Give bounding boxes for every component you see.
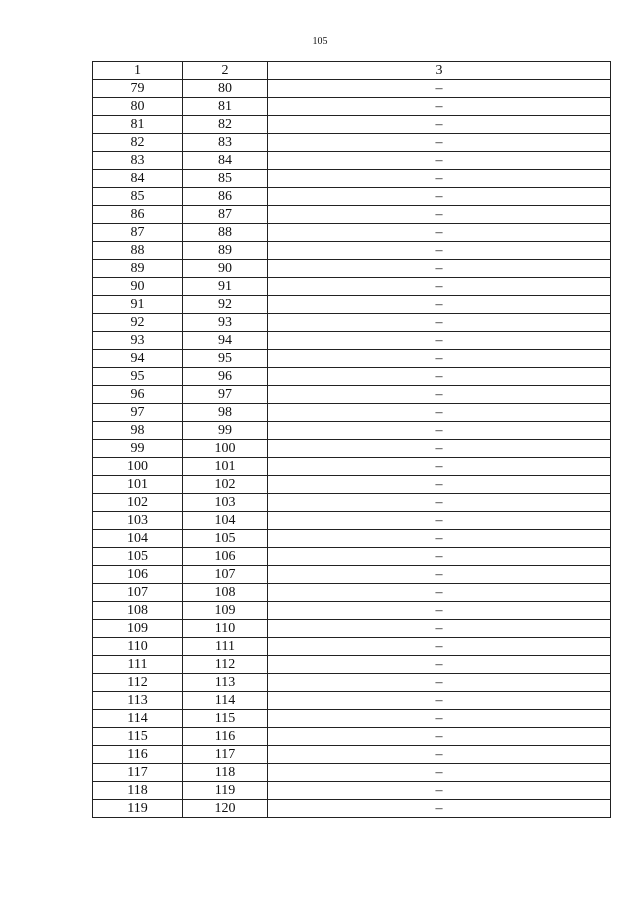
- table-cell-col-3: –: [268, 494, 611, 512]
- table-row: [93, 404, 611, 422]
- table-cell-col-1: 105: [93, 548, 183, 566]
- table-row: [93, 440, 611, 458]
- table-cell-col-1: 85: [93, 188, 183, 206]
- table-cell-col-3: –: [268, 746, 611, 764]
- table-cell-col-3: –: [268, 296, 611, 314]
- table-row: [93, 188, 611, 206]
- table-cell-col-3: –: [268, 80, 611, 98]
- table-cell-col-2: 114: [183, 692, 268, 710]
- table-cell-col-3: –: [268, 458, 611, 476]
- table-cell-col-1: 113: [93, 692, 183, 710]
- table-row: [93, 692, 611, 710]
- table-row: [93, 458, 611, 476]
- table-cell-col-3: –: [268, 350, 611, 368]
- table-cell-col-1: 107: [93, 584, 183, 602]
- table-cell-col-2: 91: [183, 278, 268, 296]
- table-cell-col-1: 104: [93, 530, 183, 548]
- table-row: [93, 242, 611, 260]
- table-cell-col-2: 84: [183, 152, 268, 170]
- table-cell-col-1: 106: [93, 566, 183, 584]
- table-row: [93, 476, 611, 494]
- table-cell-col-3: –: [268, 476, 611, 494]
- table-row: [93, 782, 611, 800]
- table-row: [93, 656, 611, 674]
- table-cell-col-3: –: [268, 692, 611, 710]
- table-cell-col-2: 99: [183, 422, 268, 440]
- table-row: [93, 350, 611, 368]
- table-cell-col-3: –: [268, 98, 611, 116]
- table-cell-col-2: 103: [183, 494, 268, 512]
- table-cell-col-3: –: [268, 800, 611, 818]
- table-cell-col-2: 106: [183, 548, 268, 566]
- table-cell-col-1: 111: [93, 656, 183, 674]
- table-cell-col-2: 82: [183, 116, 268, 134]
- table-cell-col-3: –: [268, 152, 611, 170]
- table-cell-col-2: 111: [183, 638, 268, 656]
- table-cell-col-3: –: [268, 332, 611, 350]
- table-cell-col-2: 119: [183, 782, 268, 800]
- table-row: [93, 728, 611, 746]
- table-cell-col-3: –: [268, 602, 611, 620]
- table-cell-col-2: 86: [183, 188, 268, 206]
- table-cell-col-1: 94: [93, 350, 183, 368]
- header-row: [93, 62, 611, 80]
- table-cell-col-1: 84: [93, 170, 183, 188]
- table-cell-col-1: 90: [93, 278, 183, 296]
- table-row: [93, 584, 611, 602]
- table-cell-col-2: 104: [183, 512, 268, 530]
- table-cell-col-1: 112: [93, 674, 183, 692]
- table-row: [93, 512, 611, 530]
- table-cell-col-3: –: [268, 242, 611, 260]
- table-cell-col-1: 80: [93, 98, 183, 116]
- table-row: [93, 764, 611, 782]
- table-cell-col-1: 109: [93, 620, 183, 638]
- table-cell-col-1: 119: [93, 800, 183, 818]
- table-cell-col-1: 87: [93, 224, 183, 242]
- table-row: [93, 710, 611, 728]
- table-cell-col-1: 100: [93, 458, 183, 476]
- table-cell-col-3: –: [268, 134, 611, 152]
- table-cell-col-2: 83: [183, 134, 268, 152]
- table-cell-col-3: –: [268, 260, 611, 278]
- table-cell-col-2: 108: [183, 584, 268, 602]
- table-cell-col-1: 110: [93, 638, 183, 656]
- table-row: [93, 638, 611, 656]
- table-cell-col-3: –: [268, 278, 611, 296]
- data-table: [92, 61, 611, 818]
- table-cell-col-3: –: [268, 170, 611, 188]
- table-cell-col-1: 116: [93, 746, 183, 764]
- table-row: [93, 80, 611, 98]
- table-row: [93, 278, 611, 296]
- table-cell-col-1: 91: [93, 296, 183, 314]
- table-cell-col-3: –: [268, 656, 611, 674]
- table-cell-col-2: 117: [183, 746, 268, 764]
- table-row: [93, 170, 611, 188]
- table-cell-col-3: –: [268, 674, 611, 692]
- table-cell-col-3: –: [268, 368, 611, 386]
- table-cell-col-1: 82: [93, 134, 183, 152]
- table-cell-col-1: 95: [93, 368, 183, 386]
- page-number: 105: [312, 36, 328, 47]
- table-cell-col-3: –: [268, 440, 611, 458]
- table-cell-col-3: –: [268, 206, 611, 224]
- table-cell-col-3: –: [268, 188, 611, 206]
- table-cell-col-1: 83: [93, 152, 183, 170]
- table-row: [93, 494, 611, 512]
- table-row: [93, 368, 611, 386]
- table-cell-col-3: –: [268, 404, 611, 422]
- table-cell-col-2: 89: [183, 242, 268, 260]
- table-row: [93, 152, 611, 170]
- table-cell-col-2: 85: [183, 170, 268, 188]
- table-cell-col-2: 120: [183, 800, 268, 818]
- table-row: [93, 206, 611, 224]
- table-row: [93, 224, 611, 242]
- table-cell-col-3: –: [268, 584, 611, 602]
- table-cell-col-2: 93: [183, 314, 268, 332]
- table-cell-col-1: 88: [93, 242, 183, 260]
- table-cell-col-2: 112: [183, 656, 268, 674]
- table-cell-col-3: –: [268, 764, 611, 782]
- table-cell-col-1: 98: [93, 422, 183, 440]
- table-row: [93, 116, 611, 134]
- table-cell-col-2: 105: [183, 530, 268, 548]
- table-row: [93, 134, 611, 152]
- column-header-3: 3: [268, 62, 611, 80]
- table-cell-col-3: –: [268, 314, 611, 332]
- table-cell-col-3: –: [268, 512, 611, 530]
- table-cell-col-1: 93: [93, 332, 183, 350]
- table-cell-col-2: 81: [183, 98, 268, 116]
- table-cell-col-2: 115: [183, 710, 268, 728]
- table-row: [93, 332, 611, 350]
- table-cell-col-3: –: [268, 728, 611, 746]
- table-cell-col-1: 79: [93, 80, 183, 98]
- table-cell-col-2: 100: [183, 440, 268, 458]
- table-row: [93, 98, 611, 116]
- table-row: [93, 800, 611, 818]
- table-cell-col-2: 116: [183, 728, 268, 746]
- table-cell-col-1: 118: [93, 782, 183, 800]
- table-cell-col-2: 80: [183, 80, 268, 98]
- table-cell-col-1: 96: [93, 386, 183, 404]
- table-row: [93, 620, 611, 638]
- table-cell-col-2: 95: [183, 350, 268, 368]
- table-cell-col-2: 90: [183, 260, 268, 278]
- table-row: [93, 530, 611, 548]
- table-cell-col-2: 87: [183, 206, 268, 224]
- table-body: [93, 80, 611, 818]
- table-cell-col-1: 114: [93, 710, 183, 728]
- table-cell-col-3: –: [268, 548, 611, 566]
- table-cell-col-2: 118: [183, 764, 268, 782]
- table-cell-col-1: 115: [93, 728, 183, 746]
- table-row: [93, 746, 611, 764]
- table-header: [93, 62, 611, 80]
- table-row: [93, 602, 611, 620]
- table-cell-col-2: 97: [183, 386, 268, 404]
- table-cell-col-1: 86: [93, 206, 183, 224]
- table-cell-col-3: –: [268, 638, 611, 656]
- table-cell-col-1: 108: [93, 602, 183, 620]
- table-cell-col-1: 97: [93, 404, 183, 422]
- table-row: [93, 386, 611, 404]
- table-cell-col-2: 98: [183, 404, 268, 422]
- table-cell-col-1: 103: [93, 512, 183, 530]
- table-cell-col-2: 107: [183, 566, 268, 584]
- table-row: [93, 674, 611, 692]
- table-cell-col-2: 102: [183, 476, 268, 494]
- table-cell-col-3: –: [268, 386, 611, 404]
- table-cell-col-3: –: [268, 566, 611, 584]
- table-cell-col-3: –: [268, 224, 611, 242]
- table-cell-col-3: –: [268, 620, 611, 638]
- table-cell-col-3: –: [268, 710, 611, 728]
- table-cell-col-1: 102: [93, 494, 183, 512]
- table-cell-col-1: 92: [93, 314, 183, 332]
- table-cell-col-2: 101: [183, 458, 268, 476]
- table-cell-col-2: 94: [183, 332, 268, 350]
- table-row: [93, 548, 611, 566]
- column-header-1: 1: [93, 62, 183, 80]
- table-cell-col-2: 113: [183, 674, 268, 692]
- table-cell-col-1: 117: [93, 764, 183, 782]
- table-cell-col-3: –: [268, 116, 611, 134]
- table-row: [93, 422, 611, 440]
- table-cell-col-3: –: [268, 782, 611, 800]
- column-header-2: 2: [183, 62, 268, 80]
- table-row: [93, 314, 611, 332]
- table-cell-col-2: 110: [183, 620, 268, 638]
- table-cell-col-2: 92: [183, 296, 268, 314]
- table-cell-col-1: 99: [93, 440, 183, 458]
- table-cell-col-1: 101: [93, 476, 183, 494]
- table-cell-col-2: 96: [183, 368, 268, 386]
- table-row: [93, 260, 611, 278]
- table-cell-col-2: 88: [183, 224, 268, 242]
- table-cell-col-3: –: [268, 422, 611, 440]
- table-cell-col-3: –: [268, 530, 611, 548]
- table-cell-col-2: 109: [183, 602, 268, 620]
- table-row: [93, 296, 611, 314]
- table-row: [93, 566, 611, 584]
- table-cell-col-1: 81: [93, 116, 183, 134]
- table-cell-col-1: 89: [93, 260, 183, 278]
